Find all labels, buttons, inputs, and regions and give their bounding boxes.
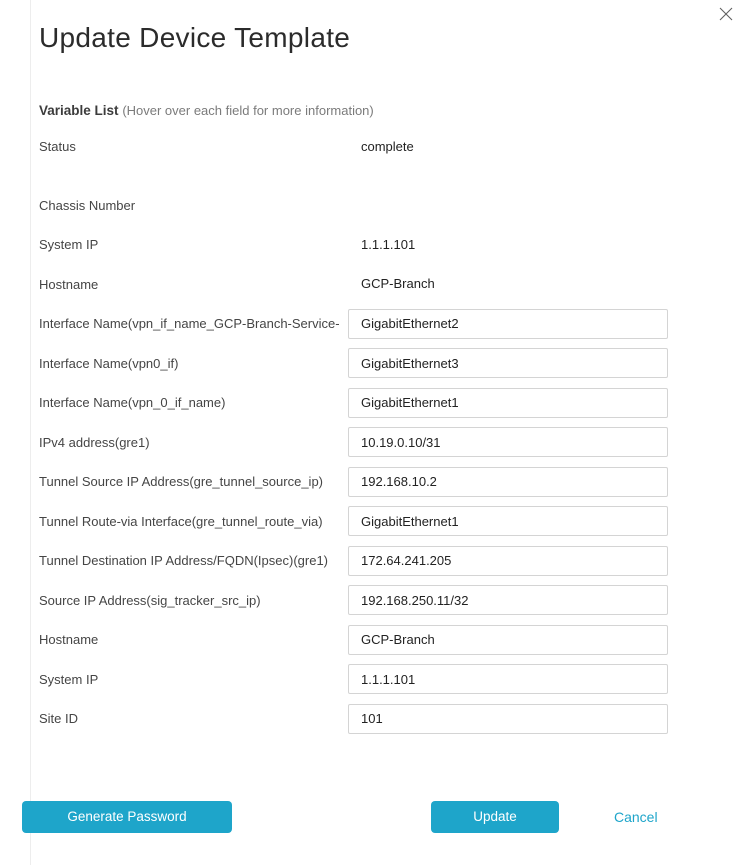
variable-value-cell	[348, 585, 668, 615]
variable-row	[0, 502, 752, 542]
variable-list-title: Variable List	[39, 103, 119, 118]
variable-row	[0, 186, 752, 226]
variable-value-cell	[348, 467, 668, 497]
variable-value-cell	[348, 506, 668, 536]
variable-input[interactable]	[348, 348, 668, 378]
variable-list-header	[39, 103, 752, 119]
variable-value-cell	[348, 388, 668, 418]
variable-row	[0, 699, 752, 739]
variable-value-cell	[348, 625, 668, 655]
variable-label: Interface Name(vpn_0_if_name)	[39, 395, 226, 411]
variable-label: Hostname	[39, 276, 99, 292]
variable-label: Tunnel Destination IP Address/FQDN(Ipsec)(gre1)	[39, 553, 329, 569]
variable-row	[0, 660, 752, 700]
variable-label: System IP	[39, 671, 99, 687]
variable-input[interactable]	[348, 388, 668, 418]
variable-value: GCP-Branch	[361, 276, 435, 292]
generate-password-button[interactable]: Generate Password	[22, 801, 232, 833]
dialog-title: Update Device Template	[39, 22, 351, 53]
variable-value-cell	[348, 427, 668, 457]
dialog-edge-divider	[30, 0, 31, 865]
variable-input[interactable]	[348, 585, 668, 615]
variable-label: Tunnel Route-via Interface(gre_tunnel_route_via)	[39, 513, 323, 529]
variable-value: complete	[361, 138, 414, 154]
variable-row	[0, 344, 752, 384]
variable-row	[0, 462, 752, 502]
variable-label: Chassis Number	[39, 197, 136, 213]
variable-value-cell	[348, 275, 668, 293]
variable-row	[0, 383, 752, 423]
variable-row	[0, 127, 752, 167]
variable-value-cell	[348, 236, 668, 254]
dialog-footer	[0, 801, 752, 834]
variable-input[interactable]	[348, 625, 668, 655]
variable-row	[0, 581, 752, 621]
update-button[interactable]: Update	[431, 801, 559, 833]
variable-value-cell	[348, 196, 668, 214]
variable-row	[0, 423, 752, 463]
variable-label: Interface Name(vpn_if_name_GCP-Branch-Service-	[39, 316, 340, 332]
variable-input[interactable]	[348, 704, 668, 734]
variable-label: Site ID	[39, 711, 79, 727]
variable-input[interactable]	[348, 546, 668, 576]
cancel-link[interactable]: Cancel	[614, 808, 658, 825]
variable-value-cell	[348, 546, 668, 576]
variable-row	[0, 541, 752, 581]
variable-row	[0, 225, 752, 265]
close-icon[interactable]	[718, 6, 734, 22]
variable-label: Status	[39, 139, 76, 155]
variable-label: IPv4 address(gre1)	[39, 434, 150, 450]
variable-input[interactable]	[348, 467, 668, 497]
variable-label: Source IP Address(sig_tracker_src_ip)	[39, 592, 261, 608]
variable-row	[0, 304, 752, 344]
variable-value-cell	[348, 138, 668, 156]
variable-label: System IP	[39, 237, 99, 253]
variable-value-cell	[348, 348, 668, 378]
variable-input[interactable]	[348, 506, 668, 536]
variable-value-cell	[348, 664, 668, 694]
variable-rows	[0, 127, 752, 739]
variable-input[interactable]	[348, 664, 668, 694]
variable-list-hint: (Hover over each field for more information)	[122, 103, 374, 118]
variable-value-cell	[348, 309, 668, 339]
variable-value-cell	[348, 704, 668, 734]
variable-row	[0, 620, 752, 660]
variable-label: Tunnel Source IP Address(gre_tunnel_source_ip)	[39, 474, 324, 490]
variable-label: Interface Name(vpn0_if)	[39, 355, 179, 371]
variable-input[interactable]	[348, 427, 668, 457]
variable-label: Hostname	[39, 632, 99, 648]
variable-row	[0, 265, 752, 305]
variable-value: 1.1.1.101	[361, 236, 416, 252]
variable-input[interactable]	[348, 309, 668, 339]
